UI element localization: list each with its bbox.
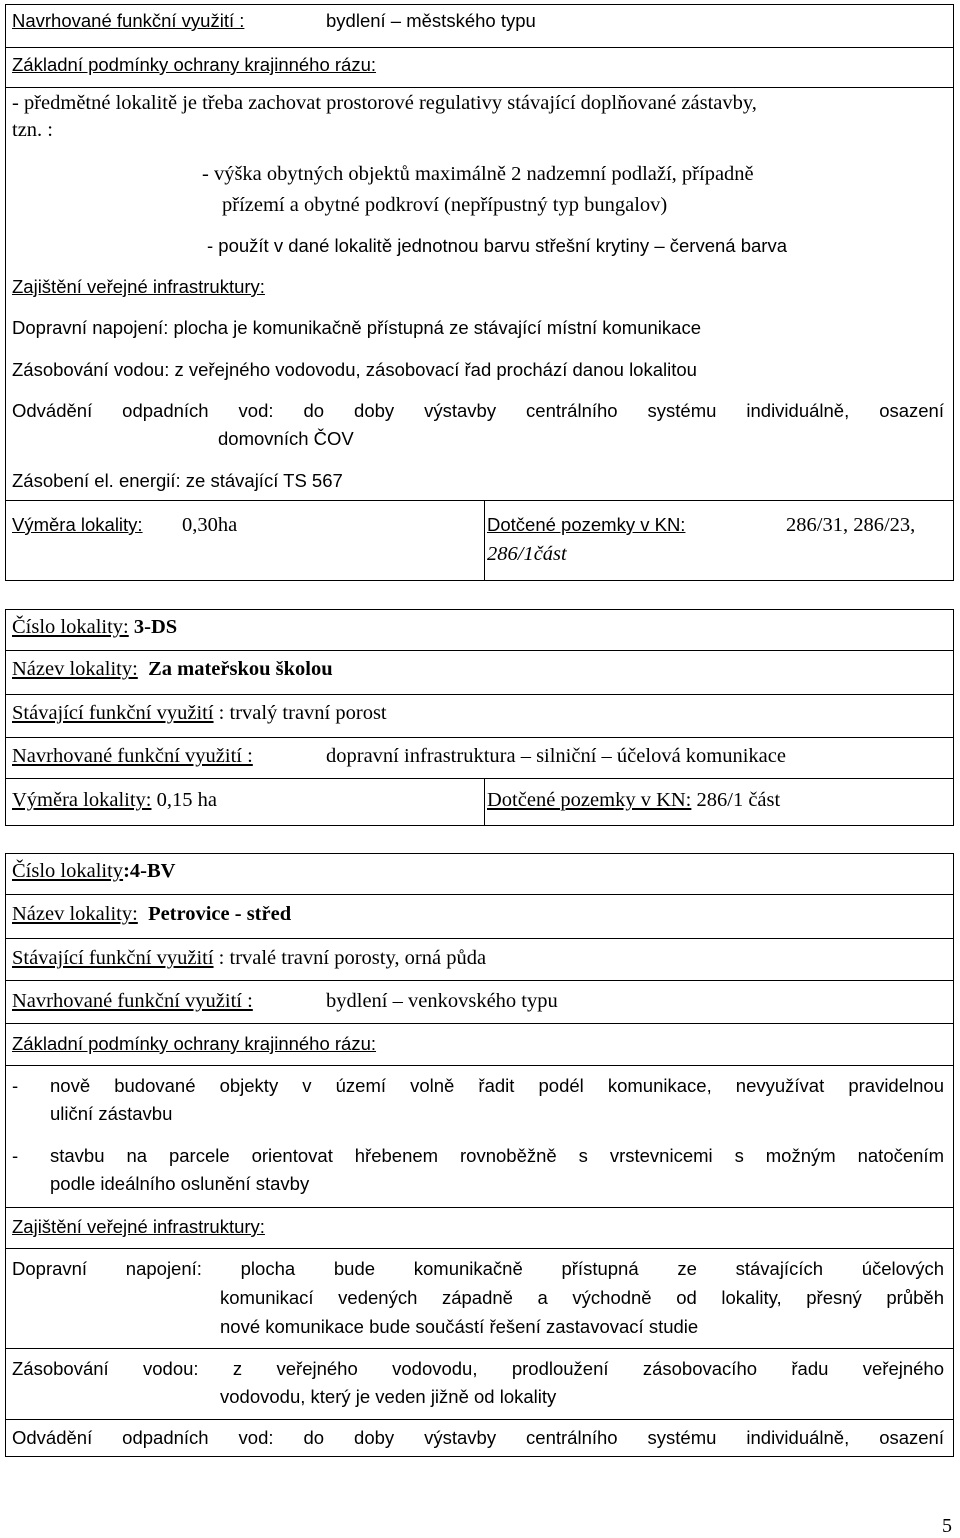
s3-navrh-label: Navrhované funkční využití :	[12, 990, 253, 1012]
s2-vymera: Výměra lokality: 0,15 ha	[12, 789, 217, 811]
page-number: 5	[942, 1515, 952, 1537]
s1-odpad-line2: domovních ČOV	[218, 428, 354, 449]
s2-cislo-row	[5, 609, 954, 650]
s1-infrastructure-block	[5, 273, 954, 500]
s1-odpad-line1: Odvádění odpadních vod: do doby výstavby centrálního systému individuálně, osazení	[12, 400, 944, 421]
s3-cislo-row	[5, 853, 954, 894]
s1-pozemky-value2: 286/1část	[487, 543, 567, 565]
s1-pozemky-value1: 286/31, 286/23,	[786, 514, 916, 536]
s2-navrh-label: Navrhované funkční využití :	[12, 745, 253, 767]
s3-cislo: Číslo lokality:4-BV	[12, 860, 176, 882]
s2-navrh-row	[5, 737, 954, 778]
s1-pozemky-label: Dotčené pozemky v KN:	[487, 514, 686, 535]
s3-zakladni-label: Základní podmínky ochrany krajinného rázu:	[12, 1033, 377, 1054]
s1-energie: Zásobení el. energií: ze stávající TS 567	[12, 470, 343, 491]
s3-zakladni-row	[5, 1023, 954, 1065]
s2-pozemky: Dotčené pozemky v KN: 286/1 část	[487, 789, 781, 811]
s1-vymera-value: 0,30ha	[182, 514, 238, 536]
s3-infra-label: Zajištění veřejné infrastruktury:	[12, 1216, 265, 1237]
s2-stav-row	[5, 694, 954, 737]
s2-nazev-row	[5, 650, 954, 694]
s2-navrh-value: dopravní infrastruktura – silniční – účelová komunikace	[326, 745, 786, 767]
s3-stav-row	[5, 938, 954, 980]
s3-stav: Stávající funkční využití : trvalé travní porosty, orná půda	[12, 947, 487, 969]
s3-doprava-row	[5, 1248, 954, 1348]
s2-stav: Stávající funkční využití : trvalý travní porost	[12, 702, 387, 724]
s3-navrh-value: bydlení – venkovského typu	[326, 990, 558, 1012]
s3-voda-row	[5, 1348, 954, 1419]
s1-zakladni-row	[5, 47, 954, 87]
s3-nazev: Název lokality: Petrovice - střed	[12, 903, 292, 925]
s3-bullet-2-dash: -	[12, 1145, 19, 1166]
s3-odpad-line1: Odvádění odpadních vod: do doby výstavby centrálního systému individuálně, osazení	[12, 1427, 944, 1448]
s2-nazev: Název lokality: Za mateřskou školou	[12, 658, 333, 680]
s3-navrh-row	[5, 980, 954, 1023]
s1-zakladni-label: Základní podmínky ochrany krajinného rázu:	[12, 54, 377, 75]
s3-nazev-row	[5, 894, 954, 938]
s1-reg-line1: - předmětné lokalitě je třeba zachovat prostorové regulativy stávající doplňované zástavby,	[12, 92, 757, 114]
s1-column-divider	[484, 501, 485, 581]
s3-doprava-line1: Dopravní napojení: plocha bude komunikačně přístupná ze stávajících účelových	[12, 1258, 944, 1279]
s3-doprava-line3: nové komunikace bude součástí řešení zastavovací studie	[220, 1316, 699, 1337]
s2-cislo: Číslo lokality: 3-DS	[12, 616, 178, 638]
s3-voda-line1: Zásobování vodou: z veřejného vodovodu, prodloužení zásobovacího řadu veřejného	[12, 1358, 944, 1379]
s1-regulativy-block	[5, 87, 954, 297]
s1-vymera-row	[5, 500, 954, 581]
s3-infra-label-row	[5, 1207, 954, 1248]
s2-vymera-row	[5, 778, 954, 826]
s1-doprava: Dopravní napojení: plocha je komunikačně přístupná ze stávající místní komunikace	[12, 317, 701, 338]
s1-navrh-row	[5, 4, 954, 47]
s1-navrh-value: bydlení – městského typu	[326, 10, 536, 31]
s3-bullet-2-line1: stavbu na parcele orientovat hřebenem rovnoběžně s vrstevnicemi s možným natočením	[50, 1145, 944, 1166]
s1-reg-line4: přízemí a obytné podkroví (nepřípustný typ bungalov)	[222, 194, 668, 216]
s1-vymera-label: Výměra lokality:	[12, 514, 143, 535]
s3-bullet-2-line2: podle ideálního oslunění stavby	[50, 1173, 310, 1194]
s3-bullet-1-dash: -	[12, 1075, 19, 1096]
s1-navrh-label: Navrhované funkční využití :	[12, 10, 245, 31]
s2-column-divider	[484, 779, 485, 826]
s1-infra-label: Zajištění veřejné infrastruktury:	[12, 276, 265, 297]
s3-voda-line2: vodovodu, který je veden jižně od lokality	[220, 1386, 557, 1407]
s3-bullet-1-line2: uliční zástavbu	[50, 1103, 173, 1124]
s1-reg-line3: - výška obytných objektů maximálně 2 nadzemní podlaží, případně	[202, 163, 754, 185]
s1-voda: Zásobování vodou: z veřejného vodovodu, zásobovací řad prochází danou lokalitou	[12, 359, 697, 380]
s3-odpad-row	[5, 1419, 954, 1457]
s3-bullet-1-line1: nově budované objekty v území volně řadit podél komunikace, nevyužívat pravidelnou	[50, 1075, 944, 1096]
s3-bullets-block	[5, 1065, 954, 1207]
s3-doprava-line2: komunikací vedených západně a východně od lokality, přesný průběh	[220, 1287, 944, 1308]
s1-reg-line5: - použít v dané lokalitě jednotnou barvu střešní krytiny – červená barva	[207, 235, 787, 256]
s1-reg-line2: tzn. :	[12, 119, 53, 141]
